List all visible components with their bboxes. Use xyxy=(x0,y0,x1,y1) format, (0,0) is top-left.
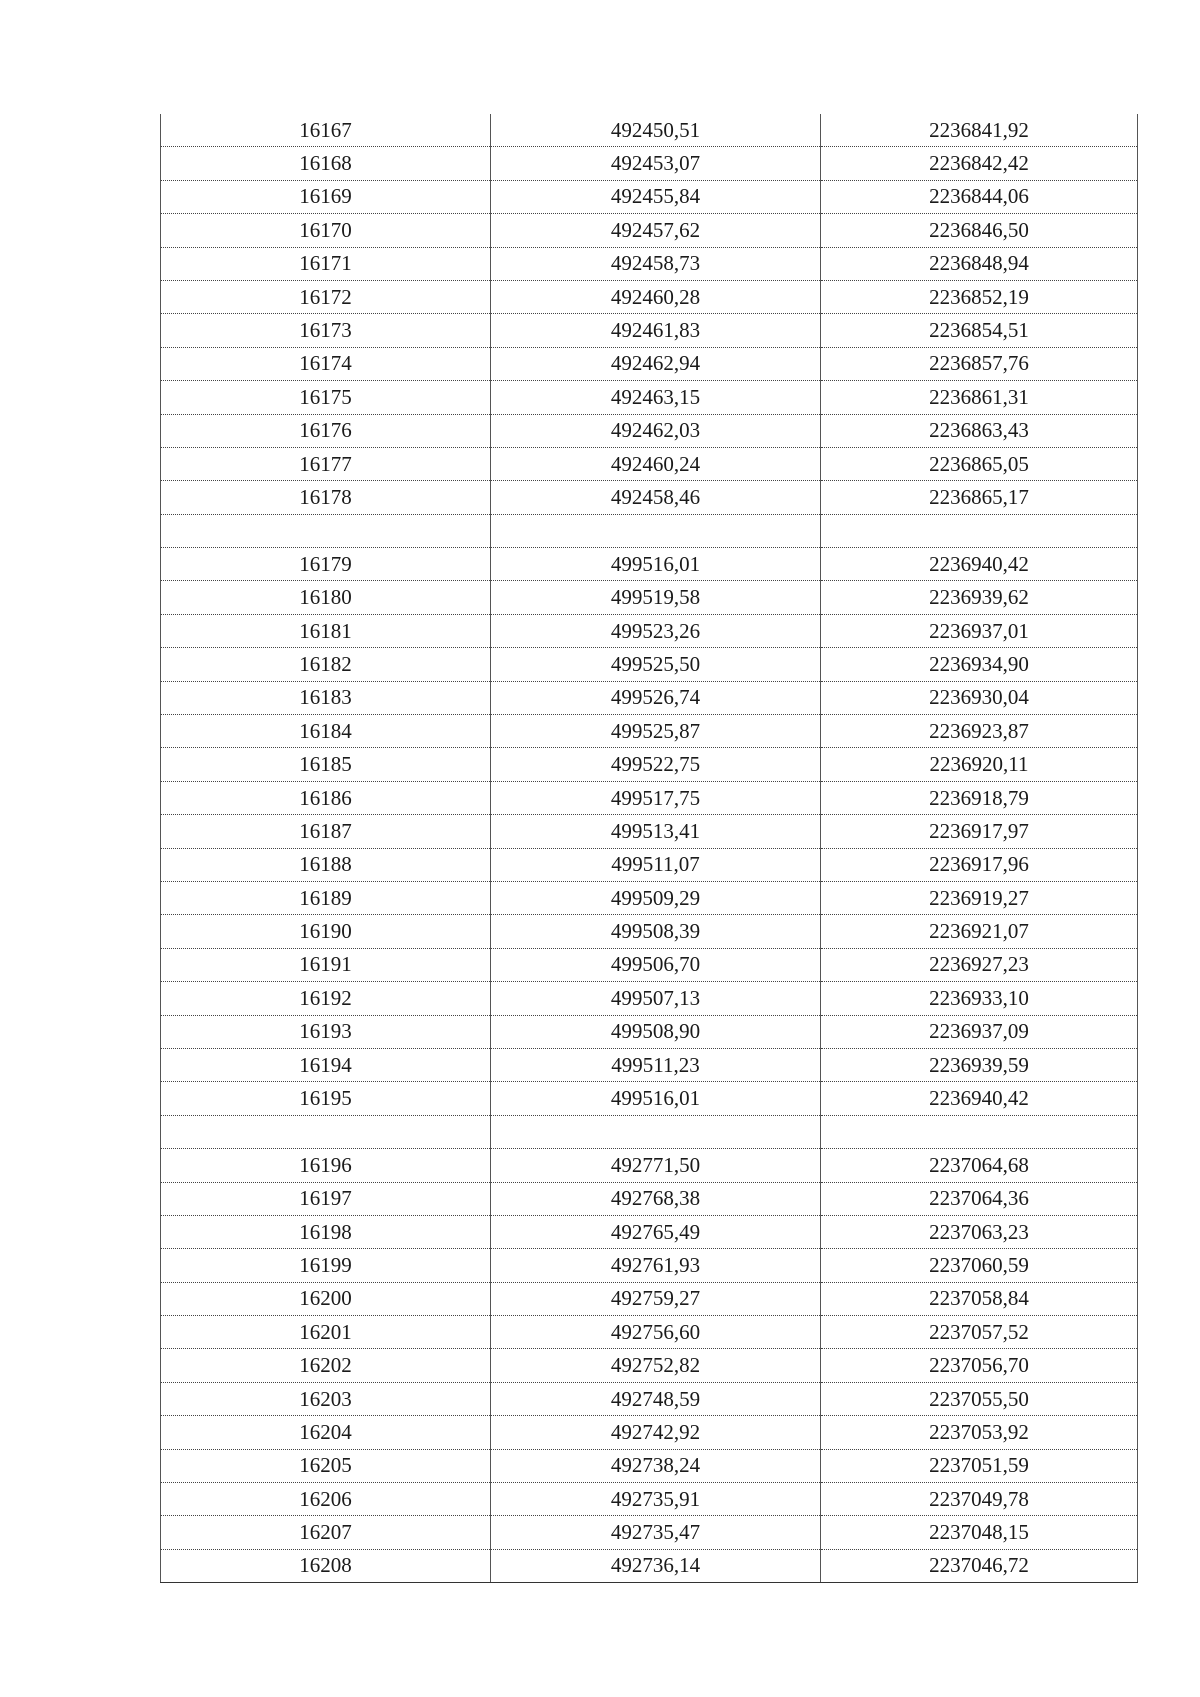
point-number-cell: 16197 xyxy=(161,1182,491,1215)
y-coordinate-cell: 2236921,07 xyxy=(821,915,1138,948)
y-coordinate-cell xyxy=(821,1115,1138,1148)
x-coordinate-cell: 499506,70 xyxy=(491,948,821,981)
table-row xyxy=(161,514,1138,547)
x-coordinate-cell: 499526,74 xyxy=(491,681,821,714)
table-row xyxy=(161,280,1138,313)
x-coordinate-cell: 492756,60 xyxy=(491,1316,821,1349)
table-row xyxy=(161,1182,1138,1215)
x-coordinate-cell: 492457,62 xyxy=(491,214,821,247)
y-coordinate-cell: 2236844,06 xyxy=(821,180,1138,213)
x-coordinate-cell: 492752,82 xyxy=(491,1349,821,1382)
point-number-cell: 16182 xyxy=(161,648,491,681)
y-coordinate-cell: 2236937,09 xyxy=(821,1015,1138,1048)
y-coordinate-cell: 2236927,23 xyxy=(821,948,1138,981)
x-coordinate-cell: 492458,46 xyxy=(491,481,821,514)
point-number-cell: 16178 xyxy=(161,481,491,514)
point-number-cell: 16208 xyxy=(161,1549,491,1582)
point-number-cell: 16186 xyxy=(161,781,491,814)
x-coordinate-cell: 492463,15 xyxy=(491,381,821,414)
x-coordinate-cell: 492450,51 xyxy=(491,114,821,147)
point-number-cell: 16201 xyxy=(161,1316,491,1349)
y-coordinate-cell: 2236854,51 xyxy=(821,314,1138,347)
table-row xyxy=(161,815,1138,848)
y-coordinate-cell: 2236861,31 xyxy=(821,381,1138,414)
x-coordinate-cell: 499525,50 xyxy=(491,648,821,681)
x-coordinate-cell: 492735,91 xyxy=(491,1483,821,1516)
table-row xyxy=(161,1048,1138,1081)
y-coordinate-cell: 2236865,17 xyxy=(821,481,1138,514)
point-number-cell: 16173 xyxy=(161,314,491,347)
table-row xyxy=(161,347,1138,380)
x-coordinate-cell: 492455,84 xyxy=(491,180,821,213)
point-number-cell: 16204 xyxy=(161,1416,491,1449)
table-row xyxy=(161,715,1138,748)
x-coordinate-cell: 492768,38 xyxy=(491,1182,821,1215)
x-coordinate-cell: 492765,49 xyxy=(491,1215,821,1248)
y-coordinate-cell xyxy=(821,514,1138,547)
table-row xyxy=(161,1015,1138,1048)
y-coordinate-cell: 2236918,79 xyxy=(821,781,1138,814)
point-number-cell: 16191 xyxy=(161,948,491,981)
y-coordinate-cell: 2237064,36 xyxy=(821,1182,1138,1215)
point-number-cell: 16185 xyxy=(161,748,491,781)
table-row xyxy=(161,548,1138,581)
table-row xyxy=(161,481,1138,514)
x-coordinate-cell: 492453,07 xyxy=(491,147,821,180)
table-row xyxy=(161,1549,1138,1582)
y-coordinate-cell: 2236920,11 xyxy=(821,748,1138,781)
point-number-cell: 16202 xyxy=(161,1349,491,1382)
x-coordinate-cell: 492462,94 xyxy=(491,347,821,380)
table-row xyxy=(161,982,1138,1015)
table-row xyxy=(161,1115,1138,1148)
y-coordinate-cell: 2237053,92 xyxy=(821,1416,1138,1449)
point-number-cell: 16198 xyxy=(161,1215,491,1248)
table-row xyxy=(161,1282,1138,1315)
table-row xyxy=(161,748,1138,781)
y-coordinate-cell: 2237060,59 xyxy=(821,1249,1138,1282)
point-number-cell: 16200 xyxy=(161,1282,491,1315)
y-coordinate-cell: 2236857,76 xyxy=(821,347,1138,380)
point-number-cell: 16190 xyxy=(161,915,491,948)
y-coordinate-cell: 2236917,97 xyxy=(821,815,1138,848)
x-coordinate-cell: 499516,01 xyxy=(491,1082,821,1115)
x-coordinate-cell: 492759,27 xyxy=(491,1282,821,1315)
table-row xyxy=(161,681,1138,714)
x-coordinate-cell: 492738,24 xyxy=(491,1449,821,1482)
y-coordinate-cell: 2236848,94 xyxy=(821,247,1138,280)
x-coordinate-cell: 499509,29 xyxy=(491,881,821,914)
x-coordinate-cell: 499508,90 xyxy=(491,1015,821,1048)
table-row xyxy=(161,614,1138,647)
x-coordinate-cell: 499519,58 xyxy=(491,581,821,614)
x-coordinate-cell: 492462,03 xyxy=(491,414,821,447)
y-coordinate-cell: 2237048,15 xyxy=(821,1516,1138,1549)
table-row xyxy=(161,1483,1138,1516)
y-coordinate-cell: 2236917,96 xyxy=(821,848,1138,881)
table-row xyxy=(161,648,1138,681)
table-row xyxy=(161,781,1138,814)
x-coordinate-cell: 492458,73 xyxy=(491,247,821,280)
table-row xyxy=(161,214,1138,247)
point-number-cell: 16189 xyxy=(161,881,491,914)
x-coordinate-cell: 492735,47 xyxy=(491,1516,821,1549)
point-number-cell: 16188 xyxy=(161,848,491,881)
point-number-cell: 16205 xyxy=(161,1449,491,1482)
y-coordinate-cell: 2237057,52 xyxy=(821,1316,1138,1349)
point-number-cell: 16181 xyxy=(161,614,491,647)
table-row xyxy=(161,1249,1138,1282)
point-number-cell: 16170 xyxy=(161,214,491,247)
x-coordinate-cell: 499507,13 xyxy=(491,982,821,1015)
y-coordinate-cell: 2237063,23 xyxy=(821,1215,1138,1248)
table-row xyxy=(161,1349,1138,1382)
point-number-cell: 16199 xyxy=(161,1249,491,1282)
y-coordinate-cell: 2236937,01 xyxy=(821,614,1138,647)
y-coordinate-cell: 2237049,78 xyxy=(821,1483,1138,1516)
y-coordinate-cell: 2236939,62 xyxy=(821,581,1138,614)
table-row xyxy=(161,581,1138,614)
point-number-cell: 16195 xyxy=(161,1082,491,1115)
y-coordinate-cell: 2237055,50 xyxy=(821,1382,1138,1415)
y-coordinate-cell: 2236852,19 xyxy=(821,280,1138,313)
table-row xyxy=(161,1215,1138,1248)
point-number-cell: 16167 xyxy=(161,114,491,147)
table-row xyxy=(161,314,1138,347)
point-number-cell: 16192 xyxy=(161,982,491,1015)
y-coordinate-cell: 2237046,72 xyxy=(821,1549,1138,1582)
x-coordinate-cell: 499523,26 xyxy=(491,614,821,647)
x-coordinate-cell: 499513,41 xyxy=(491,815,821,848)
x-coordinate-cell: 492771,50 xyxy=(491,1149,821,1182)
point-number-cell: 16179 xyxy=(161,548,491,581)
y-coordinate-cell: 2236846,50 xyxy=(821,214,1138,247)
point-number-cell: 16171 xyxy=(161,247,491,280)
x-coordinate-cell: 492736,14 xyxy=(491,1549,821,1582)
coordinates-table xyxy=(160,114,1138,1583)
point-number-cell: 16194 xyxy=(161,1048,491,1081)
table-row xyxy=(161,1316,1138,1349)
y-coordinate-cell: 2236923,87 xyxy=(821,715,1138,748)
table-row xyxy=(161,381,1138,414)
point-number-cell: 16169 xyxy=(161,180,491,213)
point-number-cell: 16175 xyxy=(161,381,491,414)
point-number-cell: 16176 xyxy=(161,414,491,447)
x-coordinate-cell: 492460,28 xyxy=(491,280,821,313)
point-number-cell: 16187 xyxy=(161,815,491,848)
point-number-cell: 16207 xyxy=(161,1516,491,1549)
point-number-cell xyxy=(161,1115,491,1148)
y-coordinate-cell: 2236919,27 xyxy=(821,881,1138,914)
point-number-cell: 16174 xyxy=(161,347,491,380)
table-row xyxy=(161,114,1138,147)
y-coordinate-cell: 2237051,59 xyxy=(821,1449,1138,1482)
x-coordinate-cell xyxy=(491,1115,821,1148)
x-coordinate-cell: 492461,83 xyxy=(491,314,821,347)
y-coordinate-cell: 2236934,90 xyxy=(821,648,1138,681)
table-row xyxy=(161,848,1138,881)
table-row xyxy=(161,1516,1138,1549)
y-coordinate-cell: 2237058,84 xyxy=(821,1282,1138,1315)
x-coordinate-cell: 492742,92 xyxy=(491,1416,821,1449)
table-row xyxy=(161,447,1138,480)
table-row xyxy=(161,1449,1138,1482)
coordinates-table-body xyxy=(161,114,1138,1583)
table-row xyxy=(161,1416,1138,1449)
x-coordinate-cell: 499522,75 xyxy=(491,748,821,781)
point-number-cell: 16177 xyxy=(161,447,491,480)
x-coordinate-cell: 492748,59 xyxy=(491,1382,821,1415)
y-coordinate-cell: 2236930,04 xyxy=(821,681,1138,714)
table-row xyxy=(161,414,1138,447)
y-coordinate-cell: 2236841,92 xyxy=(821,114,1138,147)
y-coordinate-cell: 2237056,70 xyxy=(821,1349,1138,1382)
table-row xyxy=(161,1382,1138,1415)
x-coordinate-cell: 492460,24 xyxy=(491,447,821,480)
point-number-cell: 16184 xyxy=(161,715,491,748)
x-coordinate-cell: 499516,01 xyxy=(491,548,821,581)
x-coordinate-cell xyxy=(491,514,821,547)
point-number-cell: 16180 xyxy=(161,581,491,614)
x-coordinate-cell: 499517,75 xyxy=(491,781,821,814)
y-coordinate-cell: 2236933,10 xyxy=(821,982,1138,1015)
point-number-cell: 16168 xyxy=(161,147,491,180)
table-row xyxy=(161,180,1138,213)
y-coordinate-cell: 2236863,43 xyxy=(821,414,1138,447)
y-coordinate-cell: 2237064,68 xyxy=(821,1149,1138,1182)
point-number-cell: 16206 xyxy=(161,1483,491,1516)
x-coordinate-cell: 499508,39 xyxy=(491,915,821,948)
table-row xyxy=(161,881,1138,914)
y-coordinate-cell: 2236940,42 xyxy=(821,548,1138,581)
table-row xyxy=(161,247,1138,280)
table-row xyxy=(161,1082,1138,1115)
table-row xyxy=(161,1149,1138,1182)
x-coordinate-cell: 499525,87 xyxy=(491,715,821,748)
point-number-cell: 16183 xyxy=(161,681,491,714)
table-row xyxy=(161,948,1138,981)
x-coordinate-cell: 499511,07 xyxy=(491,848,821,881)
table-row xyxy=(161,147,1138,180)
point-number-cell: 16196 xyxy=(161,1149,491,1182)
y-coordinate-cell: 2236865,05 xyxy=(821,447,1138,480)
point-number-cell xyxy=(161,514,491,547)
point-number-cell: 16203 xyxy=(161,1382,491,1415)
point-number-cell: 16193 xyxy=(161,1015,491,1048)
y-coordinate-cell: 2236939,59 xyxy=(821,1048,1138,1081)
x-coordinate-cell: 499511,23 xyxy=(491,1048,821,1081)
y-coordinate-cell: 2236842,42 xyxy=(821,147,1138,180)
point-number-cell: 16172 xyxy=(161,280,491,313)
x-coordinate-cell: 492761,93 xyxy=(491,1249,821,1282)
table-row xyxy=(161,915,1138,948)
y-coordinate-cell: 2236940,42 xyxy=(821,1082,1138,1115)
